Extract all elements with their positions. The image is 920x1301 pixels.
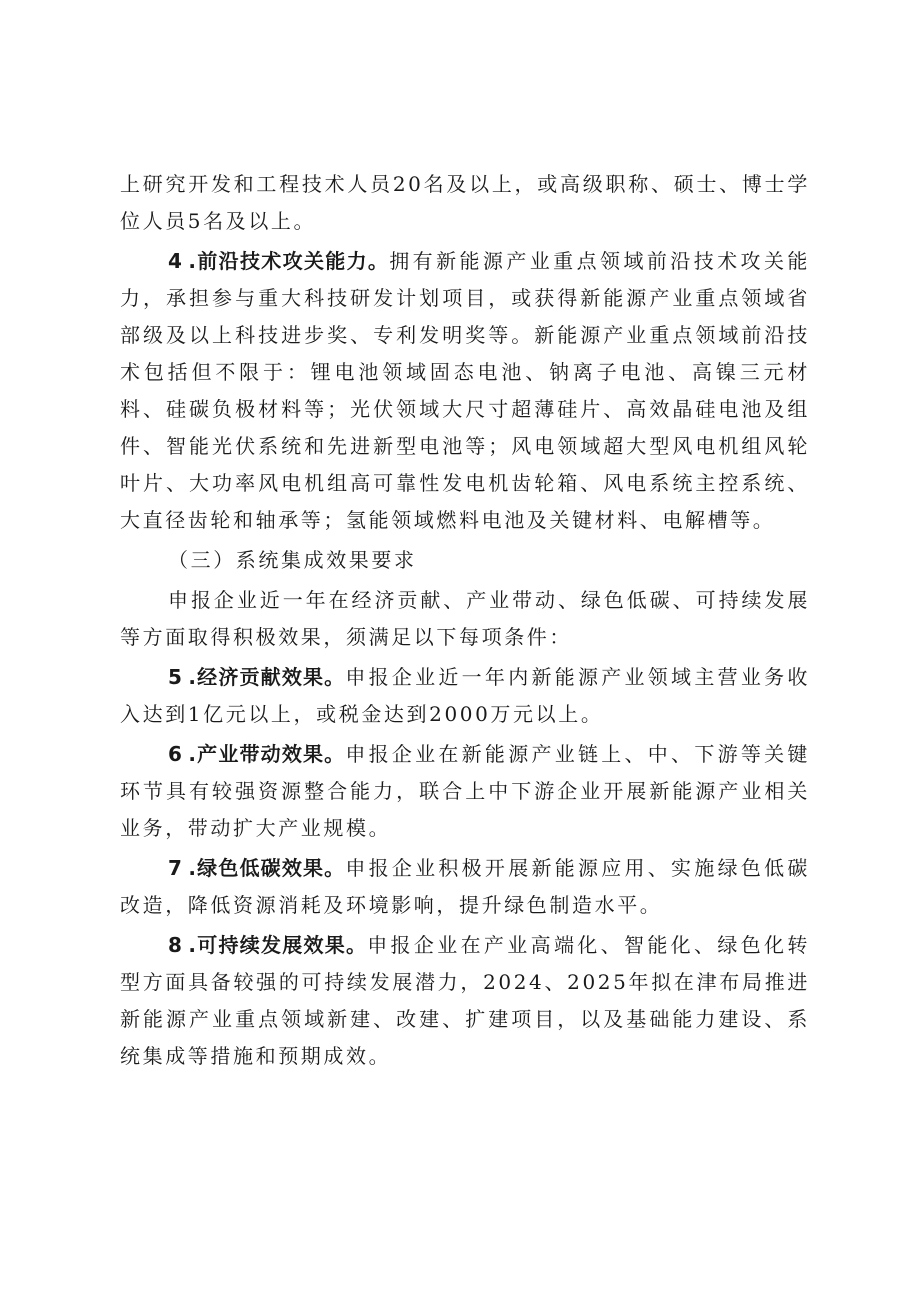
item-number: 8	[168, 933, 183, 957]
item-7-paragraph	[120, 850, 810, 924]
item-4-paragraph	[120, 243, 810, 539]
item-lead: .产业带动效果。	[188, 742, 346, 766]
paragraph-text: 申报企业近一年内新能源产业领域主营业务收入达到1亿元以上，或税金达到2000万元以上。	[120, 665, 810, 726]
item-lead: .经济贡献效果。	[188, 665, 346, 689]
item-5-paragraph	[120, 659, 810, 733]
item-lead: .绿色低碳效果。	[188, 856, 346, 880]
section-heading	[120, 542, 810, 579]
section-heading-text: （三）系统集成效果要求	[168, 548, 417, 572]
item-number: 6	[168, 742, 183, 766]
item-lead: .可持续发展效果。	[188, 933, 368, 957]
document-body	[120, 166, 810, 1075]
item-lead: .前沿技术攻关能力。	[188, 249, 390, 273]
paragraph-text: 申报企业近一年在经济贡献、产业带动、绿色低碳、可持续发展等方面取得积极效果，须满足以下每项条件：	[120, 588, 810, 649]
section-intro-paragraph	[120, 582, 810, 656]
item-6-paragraph	[120, 736, 810, 847]
paragraph-text: 拥有新能源产业重点领域前沿技术攻关能力，承担参与重大科技研发计划项目，或获得新能源产业重点领域省部级及以上科技进步奖、专利发明奖等。新能源产业重点领域前沿技术包括但不限于：锂电池领域固态电池、钠离子电池、高镍三元材料、硅碳负极材料等；光伏领域大尺寸超薄硅片、高效晶硅电池及组件、智能光伏系统和先进新型电池等；风电领域超大型风电机组风轮叶片、大功率风电机组高可靠性发电机齿轮箱、风电系统主控系统、大直径齿轮和轴承等；氢能领域燃料电池及关键材料、电解槽等。	[120, 249, 810, 532]
item-number: 7	[168, 856, 183, 880]
item-8-paragraph	[120, 927, 810, 1075]
item-number: 5	[168, 665, 183, 689]
item-number: 4	[168, 249, 183, 273]
continuation-paragraph	[120, 166, 810, 240]
paragraph-text: 申报企业积极开展新能源应用、实施绿色低碳改造，降低资源消耗及环境影响，提升绿色制造水平。	[120, 856, 810, 917]
paragraph-text: 申报企业在产业高端化、智能化、绿色化转型方面具备较强的可持续发展潜力，2024、2025年拟在津布局推进新能源产业重点领域新建、改建、扩建项目，以及基础能力建设、系统集成等措施和预期成效。	[120, 933, 810, 1068]
paragraph-text: 申报企业在新能源产业链上、中、下游等关键环节具有较强资源整合能力，联合上中下游企业开展新能源产业相关业务，带动扩大产业规模。	[120, 742, 810, 840]
paragraph-text: 上研究开发和工程技术人员20名及以上，或高级职称、硕士、博士学位人员5名及以上。	[120, 172, 810, 233]
